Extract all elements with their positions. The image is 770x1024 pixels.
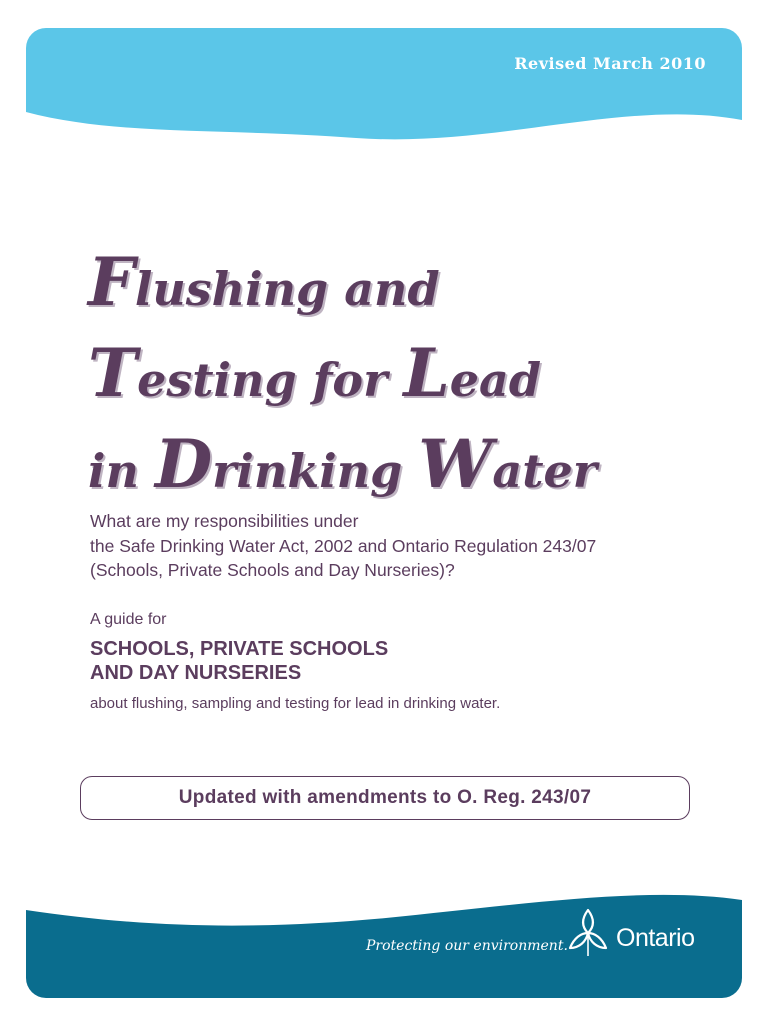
document-page xyxy=(26,28,742,998)
ontario-logo xyxy=(566,906,716,962)
revision-date: Revised March 2010 xyxy=(514,54,706,73)
question-line: What are my responsibilities under xyxy=(90,511,359,531)
update-notice-text: Updated with amendments to O. Reg. 243/07 xyxy=(178,787,592,808)
ontario-wordmark: Ontario xyxy=(616,924,695,952)
title-line-2: Testing for Lead xyxy=(88,334,542,412)
audience-line: SCHOOLS, PRIVATE SCHOOLS xyxy=(90,638,389,660)
question-line: (Schools, Private Schools and Day Nurseries)? xyxy=(90,560,455,580)
update-notice-box xyxy=(80,776,690,820)
question-line: the Safe Drinking Water Act, 2002 and Ontario Regulation 243/07 xyxy=(90,535,597,556)
title-line-3: in Drinking Water xyxy=(88,425,597,503)
guide-description: about flushing, sampling and testing for lead in drinking water. xyxy=(90,695,501,712)
tagline: Protecting our environment. xyxy=(366,938,568,954)
title-line-1: Flushing and xyxy=(88,243,440,321)
trillium-icon xyxy=(566,906,610,958)
responsibilities-question xyxy=(90,509,710,583)
audience-heading xyxy=(90,637,690,685)
top-wave-band xyxy=(26,28,742,139)
guide-intro: A guide for xyxy=(90,611,167,628)
document-title xyxy=(88,240,728,513)
audience-line: AND DAY NURSERIES xyxy=(90,662,302,684)
